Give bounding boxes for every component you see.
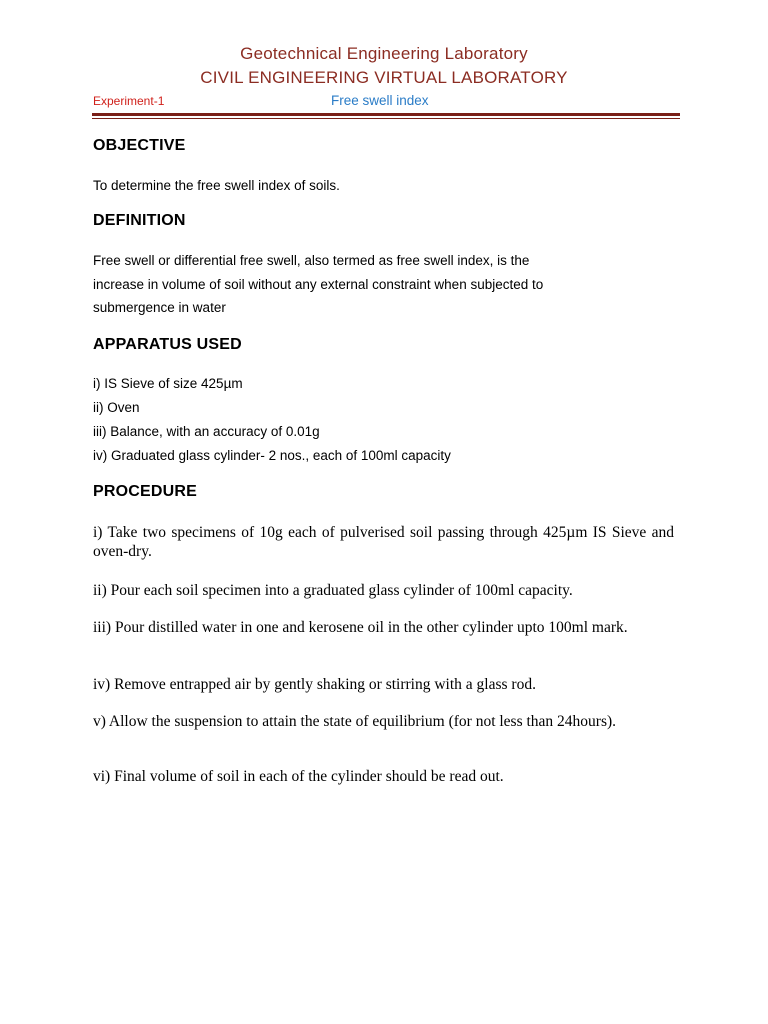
definition-line-2: increase in volume of soil without any external constraint when subjected to [93, 277, 544, 292]
objective-heading: OBJECTIVE [93, 137, 186, 154]
procedure-step: ii) Pour each soil specimen into a graduated glass cylinder of 100ml capacity. [93, 582, 573, 599]
experiment-title: Free swell index [331, 93, 429, 108]
procedure-step: iv) Remove entrapped air by gently shaking or stirring with a glass rod. [93, 676, 536, 693]
apparatus-item: ii) Oven [93, 400, 140, 415]
definition-line-3: submergence in water [93, 300, 226, 315]
procedure-step: v) Allow the suspension to attain the state of equilibrium (for not less than 24hours). [93, 713, 617, 730]
header-rule-thin [92, 118, 680, 119]
objective-text: To determine the free swell index of soils. [93, 178, 340, 193]
procedure-step: i) Take two specimens of 10g each of pulverised soil passing through 425µm IS Sieve and oven-dry. [93, 524, 674, 560]
apparatus-item: iii) Balance, with an accuracy of 0.01g [93, 424, 320, 439]
lab-name: Geotechnical Engineering Laboratory [240, 44, 528, 63]
procedure-step: vi) Final volume of soil in each of the cylinder should be read out. [93, 768, 504, 785]
lab-program: CIVIL ENGINEERING VIRTUAL LABORATORY [200, 68, 568, 87]
definition-line-1: Free swell or differential free swell, also termed as free swell index, is the [93, 253, 530, 268]
apparatus-item: iv) Graduated glass cylinder- 2 nos., each of 100ml capacity [93, 448, 451, 463]
definition-heading: DEFINITION [93, 212, 186, 229]
experiment-label: Experiment-1 [93, 94, 165, 108]
apparatus-item: i) IS Sieve of size 425µm [93, 376, 243, 391]
procedure-heading: PROCEDURE [93, 483, 198, 500]
apparatus-heading: APPARATUS USED [93, 336, 242, 353]
procedure-step: iii) Pour distilled water in one and kerosene oil in the other cylinder upto 100ml mark. [93, 619, 628, 636]
header-rule-thick [92, 113, 680, 116]
